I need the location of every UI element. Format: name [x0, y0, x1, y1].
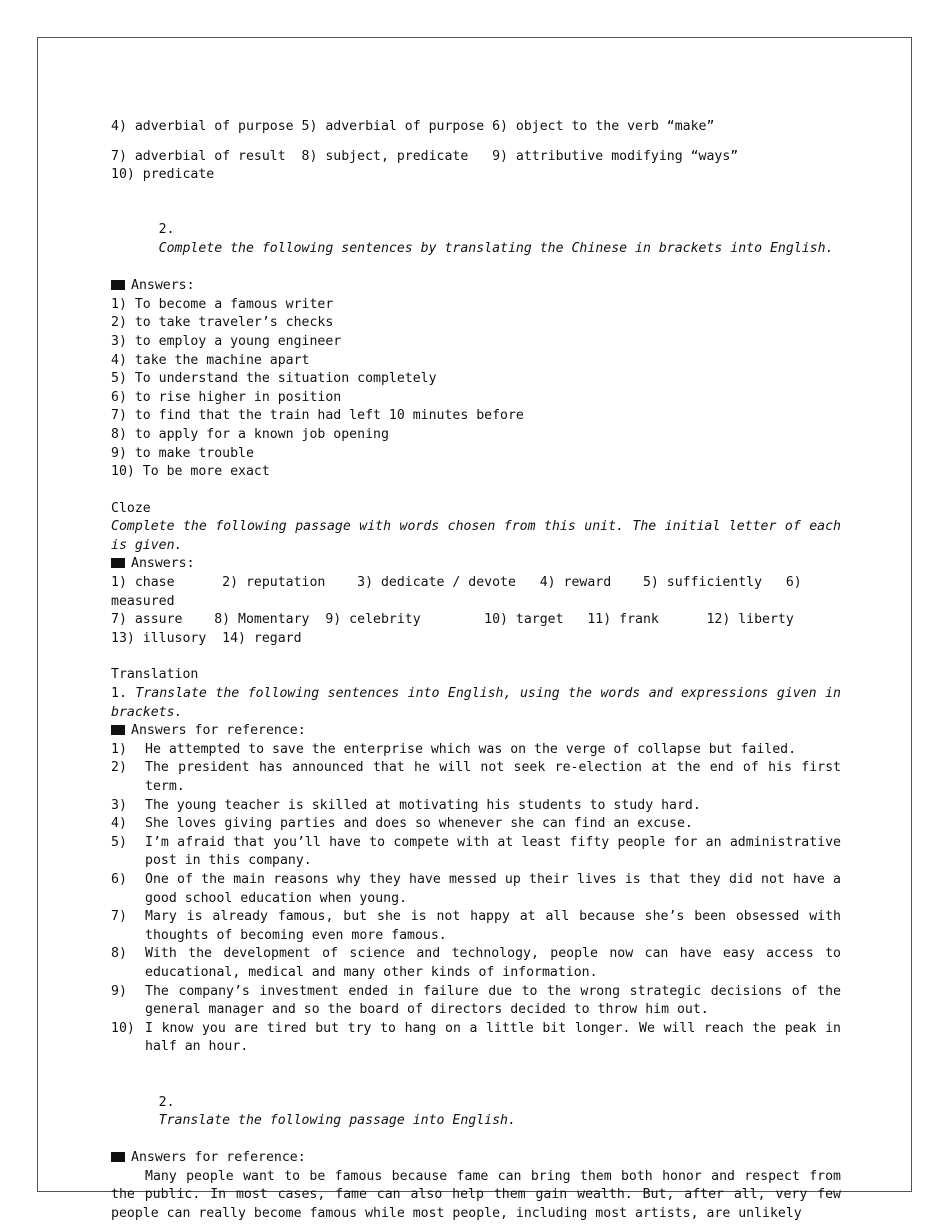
item-number: 1): [111, 741, 127, 757]
answer-item: 2) to take traveler’s checks: [111, 315, 334, 331]
answer-item: 8) to apply for a known job opening: [111, 426, 389, 442]
section-heading: Translation: [111, 667, 199, 683]
list-item: [111, 908, 841, 945]
list-item: [111, 983, 841, 1020]
answer-item: 3) to employ a young engineer: [111, 333, 342, 349]
section-2-complete-sentences: [111, 203, 841, 482]
answers-label: Answers for reference:: [131, 723, 306, 739]
item-number: 2): [111, 760, 127, 776]
item-number: 5): [111, 834, 127, 850]
answer-line: 7) adverbial of result 8) subject, predicate 9) attributive modifying “ways”: [111, 148, 739, 164]
section-instruction: Translate the following passage into English.: [158, 1113, 516, 1129]
document-body: [111, 118, 841, 1224]
item-number: 3): [111, 797, 127, 813]
reference-passage: Many people want to be famous because fame can bring them both honor and respect from the public. In most cases, fame can also help them gain wealth. But, after all, very few people can really become famous while most people, including most artists, are unlikely: [111, 1168, 841, 1222]
item-text: I know you are tired but try to hang on a little bit longer. We will reach the peak in half an hour.: [145, 1020, 841, 1055]
item-number: 9): [111, 983, 127, 999]
item-text: The young teacher is skilled at motivating his students to study hard.: [145, 797, 701, 813]
item-number: 6): [111, 871, 127, 887]
translation-answer-list: [111, 741, 841, 1057]
item-text: The company’s investment ended in failure due to the wrong strategic decisions of the general manager and so the board of directors decided to throw him out.: [145, 983, 841, 1018]
list-item: [111, 759, 841, 796]
square-bullet-icon: [111, 558, 125, 568]
list-item: [111, 741, 841, 760]
list-item: [111, 1020, 841, 1057]
answer-item: 9) to make trouble: [111, 445, 254, 461]
list-item: [111, 834, 841, 871]
answer-item: 6) to rise higher in position: [111, 389, 342, 405]
answer-item: 4) take the machine apart: [111, 352, 310, 368]
answer-list-top: [111, 118, 841, 185]
item-text: He attempted to save the enterprise which was on the verge of collapse but failed.: [145, 741, 797, 757]
square-bullet-icon: [111, 725, 125, 735]
item-number: 4): [111, 816, 127, 832]
answers-label: Answers:: [131, 556, 195, 572]
item-text: The president has announced that he will not seek re-election at the end of his first term.: [145, 760, 841, 794]
item-text: I’m afraid that you’ll have to compete with at least fifty people for an administrative post in this company.: [145, 834, 841, 869]
section-instruction: Complete the following passage with words chosen from this unit. The initial letter of each is given.: [111, 519, 841, 553]
section-heading: Cloze: [111, 500, 151, 516]
cloze-answer-row: 7) assure 8) Momentary 9) celebrity 10) target 11) frank 12) liberty: [111, 612, 794, 628]
answer-item: 5) To understand the situation completely: [111, 371, 437, 387]
cloze-answer-row: 13) illusory 14) regard: [111, 630, 302, 646]
answers-label: Answers:: [131, 278, 195, 294]
list-item: [111, 815, 841, 834]
answer-line: 10) predicate: [111, 167, 215, 183]
square-bullet-icon: [111, 1152, 125, 1162]
section-number: 1.: [111, 686, 127, 702]
cloze-answer-row: measured: [111, 593, 175, 609]
section-number: 2.: [158, 222, 175, 238]
square-bullet-icon: [111, 280, 125, 290]
item-text: With the development of science and technology, people now can have easy access to educational, medical and many other kinds of information.: [145, 946, 841, 980]
list-item: [111, 945, 841, 982]
item-number: 7): [111, 909, 127, 925]
item-text: She loves giving parties and does so whenever she can find an excuse.: [145, 816, 693, 832]
cloze-section: [111, 500, 841, 649]
answer-item: 1) To become a famous writer: [111, 296, 334, 312]
translation-section: [111, 666, 841, 1223]
item-text: Mary is already famous, but she is not happy at all because she’s been obsessed with thoughts of becoming even more famous.: [145, 909, 841, 943]
item-text: One of the main reasons why they have messed up their lives is that they did not have a good school education when young.: [145, 871, 841, 906]
answer-item: 10) To be more exact: [111, 464, 270, 480]
list-item: [111, 871, 841, 908]
section-instruction: Complete the following sentences by translating the Chinese in brackets into English.: [158, 240, 834, 256]
answer-line: 4) adverbial of purpose 5) adverbial of purpose 6) object to the verb “make”: [111, 119, 715, 134]
list-item: [111, 797, 841, 816]
item-number: 8): [111, 946, 127, 962]
answers-label: Answers for reference:: [131, 1150, 306, 1166]
answer-item: 7) to find that the train had left 10 minutes before: [111, 408, 524, 424]
item-number: 10): [111, 1020, 135, 1036]
cloze-answer-row: 1) chase 2) reputation 3) dedicate / devote 4) reward 5) sufficiently 6): [111, 575, 802, 591]
section-instruction: Translate the following sentences into English, using the words and expressions given in brackets.: [111, 686, 841, 720]
section-number: 2.: [158, 1094, 175, 1110]
